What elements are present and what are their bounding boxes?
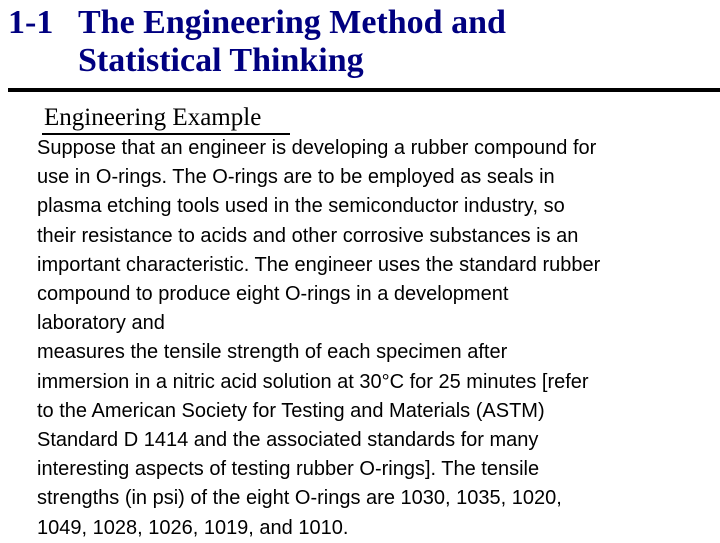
body-line: compound to produce eight O-rings in a development [37,283,509,306]
body-line: strengths (in psi) of the eight O-rings are 1030, 1035, 1020, [37,487,562,510]
body-line: use in O-rings. The O-rings are to be employed as seals in [37,166,555,189]
body-line: laboratory and [37,312,165,335]
body-paragraph [37,134,720,543]
section-heading: Engineering Example [44,104,262,131]
title-line-2 [8,42,608,80]
title-text-line-2: Statistical Thinking [78,42,364,79]
slide-title [8,4,608,80]
body-line: interesting aspects of testing rubber O-rings]. The tensile [37,458,540,481]
title-text-line-1: The Engineering Method and [78,4,506,41]
body-line: immersion in a nitric acid solution at 30°C for 25 minutes [refer [37,370,589,393]
body-line: Suppose that an engineer is developing a rubber compound for [37,137,597,159]
body-line: 1049, 1028, 1026, 1019, and 1010. [37,516,349,539]
body-line: to the American Society for Testing and Materials (ASTM) [37,399,545,422]
body-line: important characteristic. The engineer uses the standard rubber [37,253,601,276]
body-line: plasma etching tools used in the semiconductor industry, so [37,195,565,218]
section-number: 1-1 [8,4,54,41]
body-line: their resistance to acids and other corrosive substances is an [37,224,579,247]
title-divider [8,88,720,92]
body-line: Standard D 1414 and the associated standards for many [37,429,539,452]
title-line-1 [8,4,608,42]
body-line: measures the tensile strength of each specimen after [37,341,508,364]
